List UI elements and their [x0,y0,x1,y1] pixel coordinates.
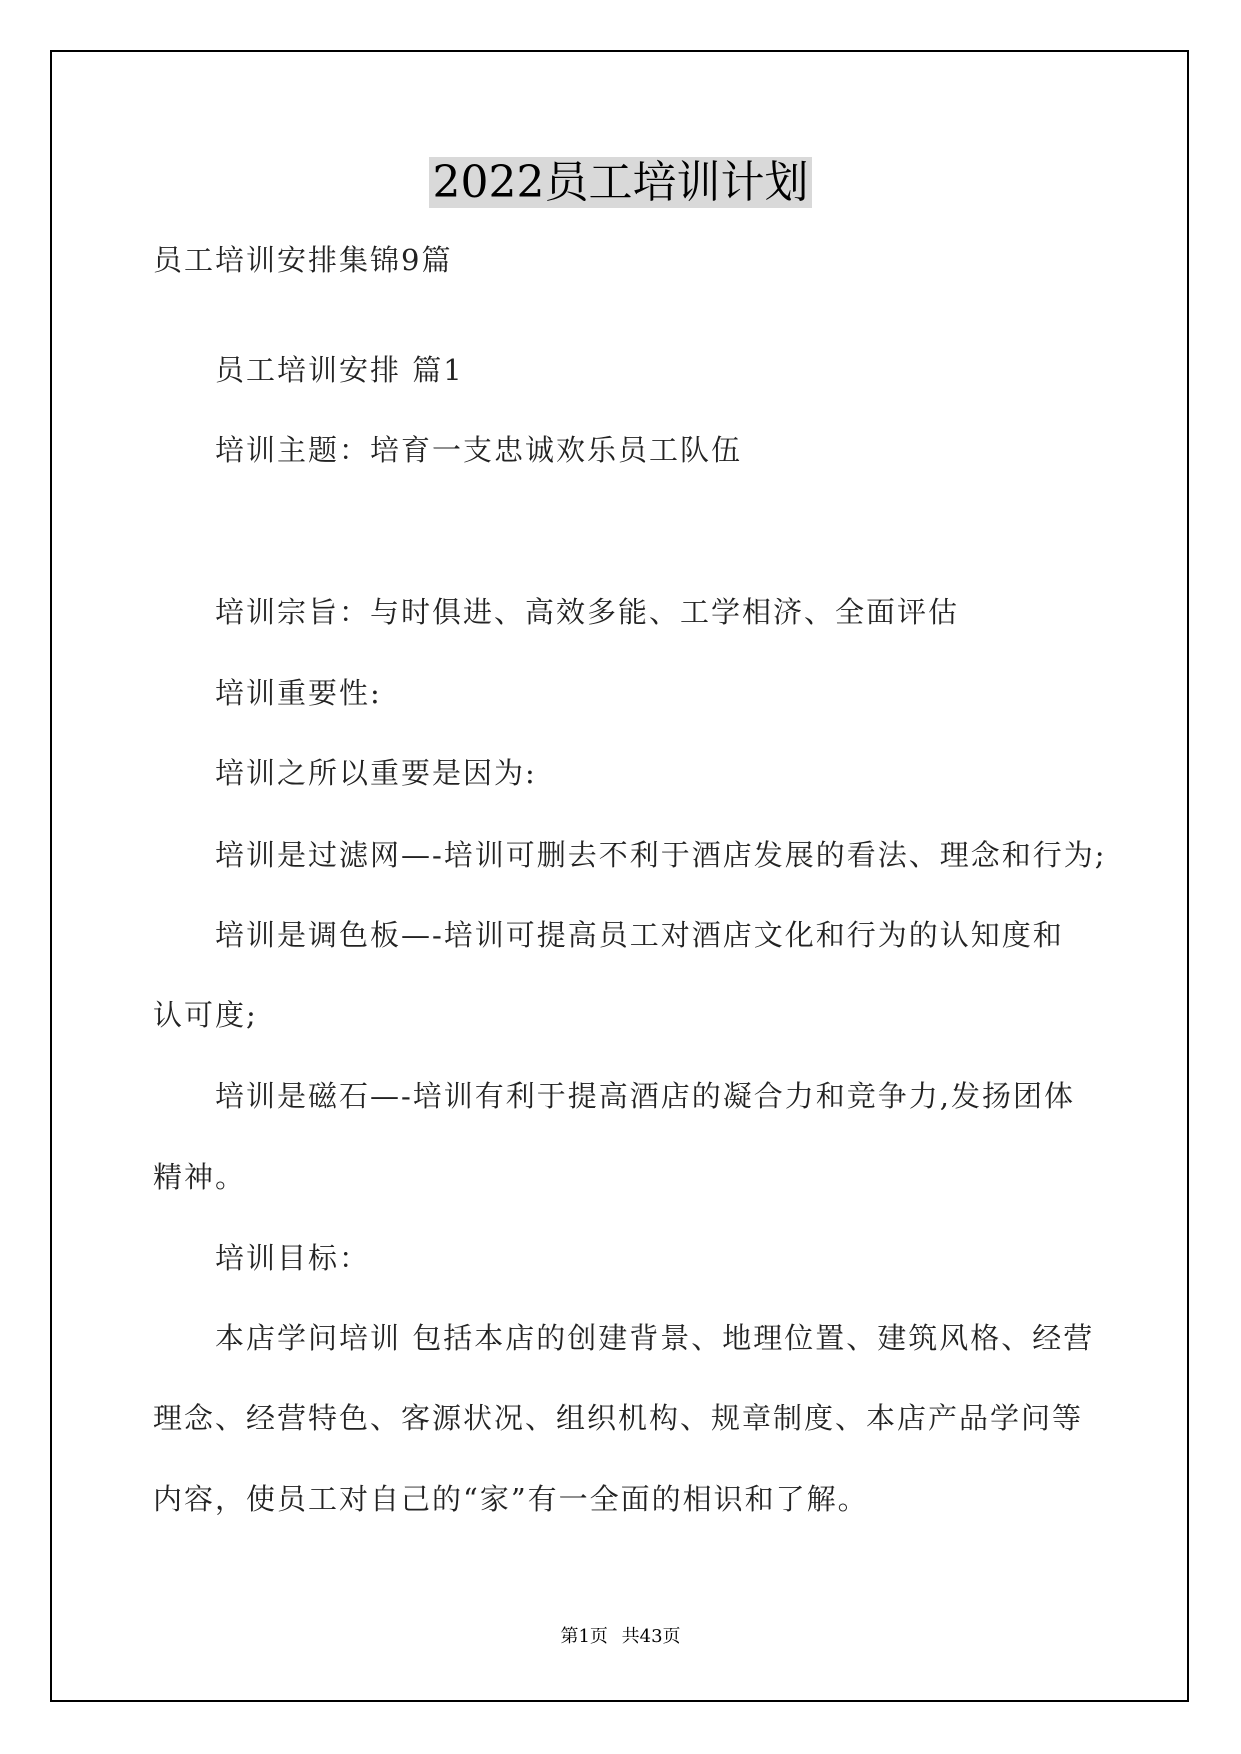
paragraph-line: 理念、经营特色、客源状况、组织机构、规章制度、本店产品学问等 [153,1401,1084,1435]
page-border [50,50,1189,1702]
paragraph-line: 培训主题：培育一支忠诚欢乐员工队伍 [215,433,743,467]
paragraph-line: 培训目标： [215,1241,371,1275]
paragraph-line: 员工培训安排 篇1 [215,353,464,387]
paragraph-line: 培训是磁石—-培训有利于提高酒店的凝合力和竞争力,发扬团体 [215,1079,1076,1113]
paragraph-line: 认可度; [153,998,258,1032]
paragraph-line: 培训是调色板—-培训可提高员工对酒店文化和行为的认知度和 [215,918,1064,952]
document-title [0,155,1241,211]
paragraph-line: 精神。 [153,1160,247,1194]
page-number: 第1页 [560,1626,608,1647]
page-footer [0,1625,1241,1649]
paragraph-line: 培训宗旨：与时俱进、高效多能、工学相济、全面评估 [215,595,960,629]
document-title-text: 2022员工培训计划 [429,157,813,208]
paragraph-line: 培训之所以重要是因为: [215,756,537,790]
paragraph-line: 本店学问培训 包括本店的创建背景、地理位置、建筑风格、经营 [215,1321,1095,1355]
paragraph-line: 员工培训安排集锦9篇 [153,243,453,277]
paragraph-line: 内容，使员工对自己的“家”有一全面的相识和了解。 [153,1482,869,1516]
paragraph-line: 培训重要性: [215,676,382,710]
paragraph-line: 培训是过滤网—-培训可删去不利于酒店发展的看法、理念和行为; [215,838,1107,872]
page-total: 共43页 [621,1626,681,1647]
